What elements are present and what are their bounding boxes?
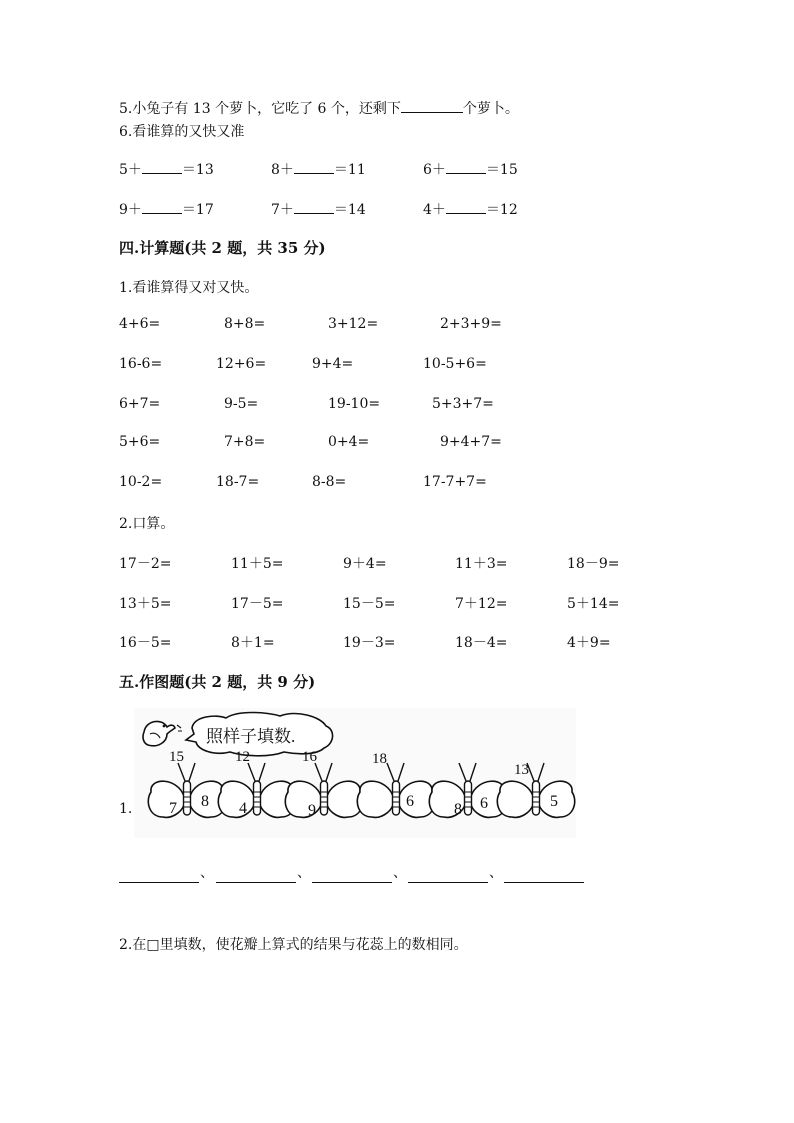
butterfly-left-number: 4 <box>239 800 247 817</box>
arithmetic-item: 6+7= <box>119 396 161 412</box>
arithmetic-item: 16-6= <box>119 356 163 372</box>
answer-line[interactable] <box>119 870 199 883</box>
arithmetic-item: 8+8= <box>224 316 266 332</box>
mental-math-item: 7＋12= <box>455 596 508 612</box>
answer-blank[interactable] <box>142 161 182 174</box>
arithmetic-item: 8-8= <box>312 474 347 490</box>
butterfly-left-number: 8 <box>454 801 462 818</box>
answer-line[interactable] <box>504 870 584 883</box>
answer-line[interactable] <box>408 870 488 883</box>
arithmetic-item: 17-7+7= <box>423 474 487 490</box>
fill-item: 7＋ ＝14 <box>271 202 366 218</box>
mental-math-item: 11＋5= <box>231 556 284 572</box>
separator: 、 <box>393 865 407 881</box>
butterfly-left-number: 9 <box>308 802 316 819</box>
mental-math-item: 8＋1= <box>231 635 275 651</box>
arithmetic-item: 5+3+7= <box>432 396 494 412</box>
fill-item: 6＋ ＝15 <box>423 162 518 178</box>
butterfly-left-number: 7 <box>169 800 177 817</box>
mental-math-item: 4＋9= <box>567 635 611 651</box>
section-5-q2-text: 2.在□里填数，使花瓣上算式的结果与花蕊上的数相同。 <box>119 937 468 953</box>
mental-math-item: 9＋4= <box>343 556 387 572</box>
separator: 、 <box>489 865 503 881</box>
separator: 、 <box>200 865 214 881</box>
fill-item: 5＋ ＝13 <box>119 162 214 178</box>
butterfly-top-number: 12 <box>235 749 250 765</box>
answer-line[interactable] <box>312 870 392 883</box>
answer-blank[interactable] <box>446 161 486 174</box>
section-5-q1-label: 1. <box>119 801 133 817</box>
section-4-q2-title: 2.口算。 <box>119 516 175 532</box>
arithmetic-item: 10-2= <box>119 474 163 490</box>
speech-bubble-text: 照样子填数. <box>206 727 296 746</box>
mental-math-item: 13＋5= <box>119 596 172 612</box>
mental-math-item: 18－9= <box>567 556 620 572</box>
butterfly-top-number: 13 <box>514 762 529 778</box>
answer-blank[interactable] <box>294 161 334 174</box>
answer-blank[interactable] <box>446 201 486 214</box>
separator: 、 <box>297 865 311 881</box>
answer-blank[interactable] <box>142 201 182 214</box>
butterfly-top-number: 15 <box>169 749 184 765</box>
butterfly-right-number: 5 <box>550 793 558 810</box>
arithmetic-item: 9+4= <box>312 356 354 372</box>
arithmetic-item: 3+12= <box>328 316 379 332</box>
arithmetic-item: 7+8= <box>224 434 266 450</box>
mental-math-item: 18－4= <box>455 635 508 651</box>
mental-math-item: 15－5= <box>343 596 396 612</box>
mental-math-item: 5＋14= <box>567 596 620 612</box>
mental-math-item: 19－3= <box>343 635 396 651</box>
section-5-heading: 五.作图题(共 2 题，共 9 分) <box>119 673 316 691</box>
arithmetic-item: 9+4+7= <box>440 434 502 450</box>
butterfly-figure <box>134 708 576 842</box>
arithmetic-item: 5+6= <box>119 434 161 450</box>
arithmetic-item: 2+3+9= <box>440 316 502 332</box>
question-5-text: 5.小兔子有 13 个萝卜，它吃了 6 个，还剩下 <box>119 101 401 117</box>
question-5-suffix: 个萝卜。 <box>462 101 519 117</box>
arithmetic-item: 12+6= <box>216 356 267 372</box>
arithmetic-item: 0+4= <box>328 434 370 450</box>
arithmetic-item: 9-5= <box>224 396 259 412</box>
section-4-q1-title: 1.看谁算得又对又快。 <box>119 280 259 296</box>
butterfly-right-number: 8 <box>201 793 209 810</box>
fill-item: 8＋ ＝11 <box>271 162 366 178</box>
arithmetic-item: 10-5+6= <box>423 356 487 372</box>
answer-blank[interactable] <box>294 201 334 214</box>
mental-math-item: 17－2= <box>119 556 172 572</box>
answer-line[interactable] <box>216 870 296 883</box>
question-5 <box>119 98 519 118</box>
section-4-heading: 四.计算题(共 2 题，共 35 分) <box>119 239 326 257</box>
butterfly-right-number: 6 <box>406 793 414 810</box>
mental-math-item: 17－5= <box>231 596 284 612</box>
arithmetic-item: 18-7= <box>216 474 260 490</box>
butterfly-right-number: 6 <box>480 795 488 812</box>
arithmetic-item: 4+6= <box>119 316 161 332</box>
mental-math-item: 11＋3= <box>455 556 508 572</box>
butterfly-top-number: 18 <box>372 751 387 767</box>
question-6-title: 6.看谁算的又快又准 <box>119 124 245 140</box>
arithmetic-item: 19-10= <box>328 396 381 412</box>
fill-item: 4＋ ＝12 <box>423 202 518 218</box>
butterfly-top-number: 16 <box>302 749 317 765</box>
fill-item: 9＋ ＝17 <box>119 202 214 218</box>
mental-math-item: 16－5= <box>119 635 172 651</box>
answer-blank[interactable] <box>401 100 463 113</box>
